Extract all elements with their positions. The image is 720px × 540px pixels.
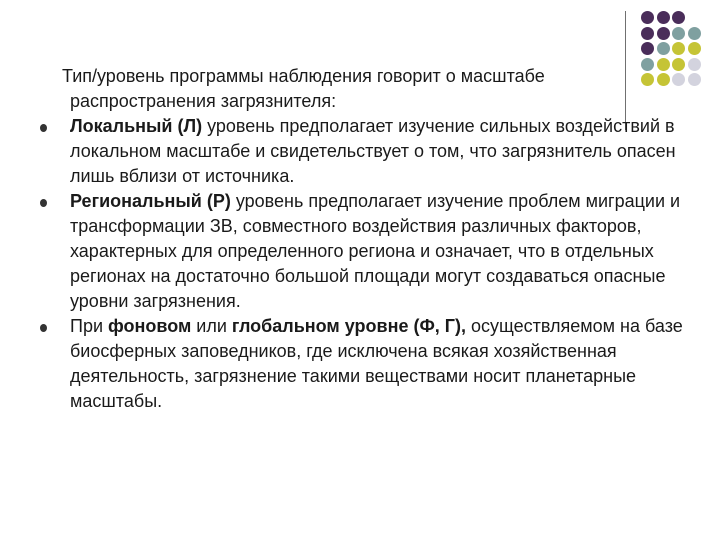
- bullet-icon: [40, 324, 47, 332]
- bullet-icon: [40, 124, 47, 132]
- bullet-term-regional: Региональный (Р): [70, 191, 231, 211]
- slide-body: [40, 64, 688, 414]
- intro-paragraph: [40, 64, 688, 114]
- decorative-dot: [672, 27, 685, 40]
- bullet-item-regional: [40, 189, 688, 314]
- bullet-connector: или: [191, 316, 232, 336]
- decorative-dot: [641, 42, 654, 55]
- decorative-dot: [688, 27, 701, 40]
- decorative-dot: [657, 11, 670, 24]
- bullet-text-regional: уровень предполагает изучение проблем миграции и трансформации ЗВ, совместного воздействия различных факторов, характерных для определенного региона и означает, что в отдельных регионах на достаточно большой площади могут создаваться опасные уровни загрязнения.: [70, 191, 681, 311]
- decorative-dot: [672, 11, 685, 24]
- decorative-dot: [688, 58, 701, 71]
- bullet-term-local: Локальный (Л): [70, 116, 203, 136]
- decorative-dot: [672, 42, 685, 55]
- bullet-term-global: глобальном уровне (Ф, Г),: [231, 316, 467, 336]
- decorative-dot: [641, 27, 654, 40]
- decorative-dot: [657, 27, 670, 40]
- intro-line-2: распространения загрязнителя:: [70, 91, 337, 111]
- bullet-item-local: [40, 114, 688, 189]
- bullet-term-background: фоновом: [108, 316, 192, 336]
- bullet-text-local: уровень предполагает изучение сильных воздействий в локальном масштабе и свидетельствует о том, что загрязнитель опасен лишь вблизи от источника.: [70, 116, 676, 186]
- decorative-dot: [688, 73, 701, 86]
- decorative-dot: [688, 42, 701, 55]
- decorative-dot: [657, 42, 670, 55]
- bullet-icon: [40, 199, 47, 207]
- intro-line-1: Тип/уровень программы наблюдения говорит о масштабе: [62, 66, 545, 86]
- bullet-prefix: При: [70, 316, 109, 336]
- decorative-dot: [641, 11, 654, 24]
- bullet-text-global: осуществляемом на базе биосферных заповедников, где исключена всякая хозяйственная деятельность, загрязнение такими веществами носит планетарные масштабы.: [70, 316, 683, 411]
- bullet-item-background-global: [40, 314, 688, 414]
